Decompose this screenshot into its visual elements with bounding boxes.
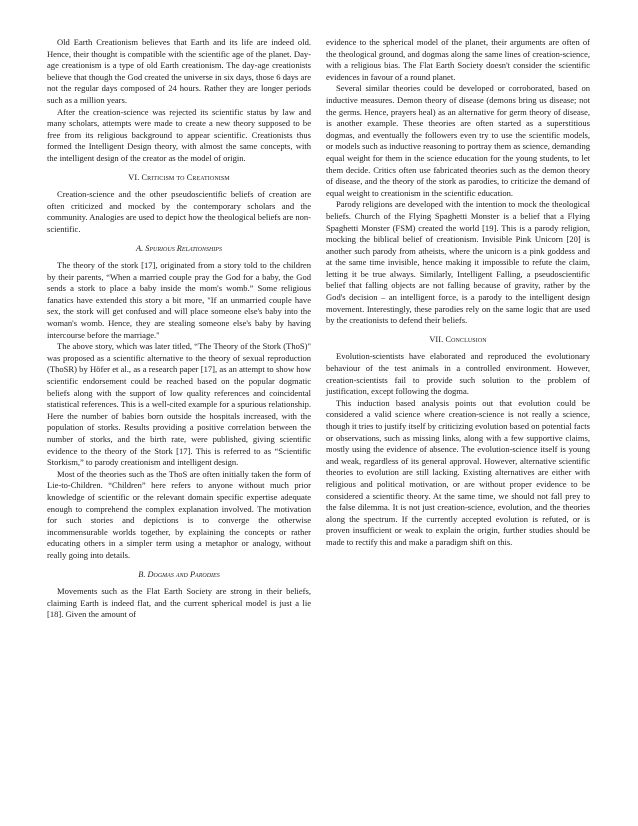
left-column [47,37,311,621]
paragraph: Creation-science and the other pseudoscientific beliefs of creation are often criticized and mocked by the contemporary scholars and the community. Analogies are used to depict how the theological beliefs are non-scientific. [47,189,311,234]
paragraph: Movements such as the Flat Earth Society are strong in their beliefs, claiming Earth is indeed flat, and the current spherical model is just a lie [18]. Given the amount of [47,586,311,620]
paragraph: Evolution-scientists have elaborated and reproduced the evolutionary behaviour of the test animals in a controlled environment. However, creation-scientists fail to provide such solution to the problem of justification, except following the dogma. [326,351,590,397]
paragraph: The above story, which was later titled, “The Theory of the Stork (ThoS)" was proposed as a scientific alternative to the theory of sexual reproduction (ThoSR) by Höfer et al., as a research paper [17], as an attempt to show how scientific endorsement could be reached based on the popular dogmatic beliefs along with the support of low quality references and coincidental statistical references. This is a well-cited example for a spurious relationship. Here the number of babies born outside the hospitals increased, with the population of storks. Results providing a positive correlation between the number of storks, and the birth rate, were published, giving scientific evidence to the theory of the Stork [17]. This is referred to as “Scientific Storkism,” to parody creationism and intelligent design. [47,341,311,468]
paragraph: Several similar theories could be developed or corroborated, based on inductive measures. Demon theory of disease (demons bring us disease; not the germs. Hence, prayers heal) as an alternative for germ theory of disease, is another example. These theories are often started as a superstitious dogmas, and eventually the followers even try to use the scientific models, or models such as inductive reasoning to portray them as science, demanding equal weight for them in the science education for the young students, to let them decide. Critics often use fabricated theories such as the demon theory of disease, and the theory of the stork as parodies, to criticize the demand of equal weight to creationism in the scientific education. [326,83,590,198]
section-heading: VI. Criticism to Creationism [128,172,230,182]
paragraph: evidence to the spherical model of the planet, their arguments are often of the theological ground, and dogmas along the same lines of creation-science, with a religious bias. The Flat Earth Society doesn't consider the scientific evidences in favour of a round planet. [326,37,590,82]
section-heading: VII. Conclusion [429,334,487,344]
paragraph: The theory of the stork [17], originated from a story told to the children by their parents, “When a married couple pray the God for a baby, the God sends a stork to place a baby inside the mom's womb.” Some religious fanatics have extended this story a bit more, "If an unmarried couple have sex, the stork will get confused and will place someone else's baby into the woman's womb. Hence, they are stealing someone else's baby by having intercourse before the marriage." [47,260,311,340]
subsection-heading: A. Spurious Relationships [136,243,222,253]
subsection-heading: B. Dogmas and Parodies [138,569,220,579]
right-column [326,37,590,549]
paragraph: This induction based analysis points out that evolution could be considered a valid science where creation-science is not really a science, though it tries to justify itself by criticizing evolution based on potential facts or observations, such as missing links, along with a few supportive claims, mostly using the evidence of absence. The evolution-science itself is young and weak, regardless of its general approval. However, alternative scientific theories to evolution are still lacking. Existing alternatives are either with religious and political motivation, or are without proper evidence to be considered a scientific theory. At the same time, we should not fall prey to the false dilemma. It is not just creation-science, evolution, and the theories along the spectrum. If the currently accepted evolution is refuted, or is proven insufficient or weak to explain the origin, further studies should be made to rectify this and make a paradigm shift on this. [326,397,590,547]
paragraph: Old Earth Creationism believes that Earth and its life are indeed old. Hence, their thought is compatible with the scientific age of the planet. Day-age creationism is a type of old Earth creationism. The day-age creationists believe that though the God created the universe in six days, those 6 days are not the regular days composed of 24 hours. Rather they are longer periods such as a million years. [47,37,311,105]
paragraph: Parody religions are developed with the intention to mock the theological beliefs. Church of the Flying Spaghetti Monster is a belief that a Flying Spaghetti Monster (FSM) created the world [19]. This is a parody religion, mocking the biblical belief of creationism. Invisible Pink Unicorn [20] is another such parody from atheists, where the unicorn is a pink goddess and at the same time invisible, hence making it impossible to refute the claim, letting it be true always. Similarly, Intelligent Falling, a pseudoscientific belief that falling objects are not falling because of gravity, rather by the God's decision – an intelligent force, is a parody to the intelligent design movement. Interestingly, these parodies rely on the same logic that are used by the creationists to defend their beliefs. [326,199,590,326]
paragraph: Most of the theories such as the ThoS are often initially taken the form of Lie-to-Children. “Children” here refers to anyone without much prior knowledge of scientific or the relevant domain specific expertise adequate enough to comprehend the complex explanation involved. The motivation for such stories and depictions is to converge the otherwise incommensurable worlds together, by explaining the concepts or rather educating others in a simpler term using a metaphor or analogy, without really going into details. [47,468,311,560]
paragraph: After the creation-science was rejected its scientific status by law and many scholars, attempts were made to create a new theory supposed to be free from its religious background to appear scientific. Creationists thus formed the Intelligent Design theory, with almost the same concepts, with the intelligent design of the creator as the model of origin. [47,106,311,163]
